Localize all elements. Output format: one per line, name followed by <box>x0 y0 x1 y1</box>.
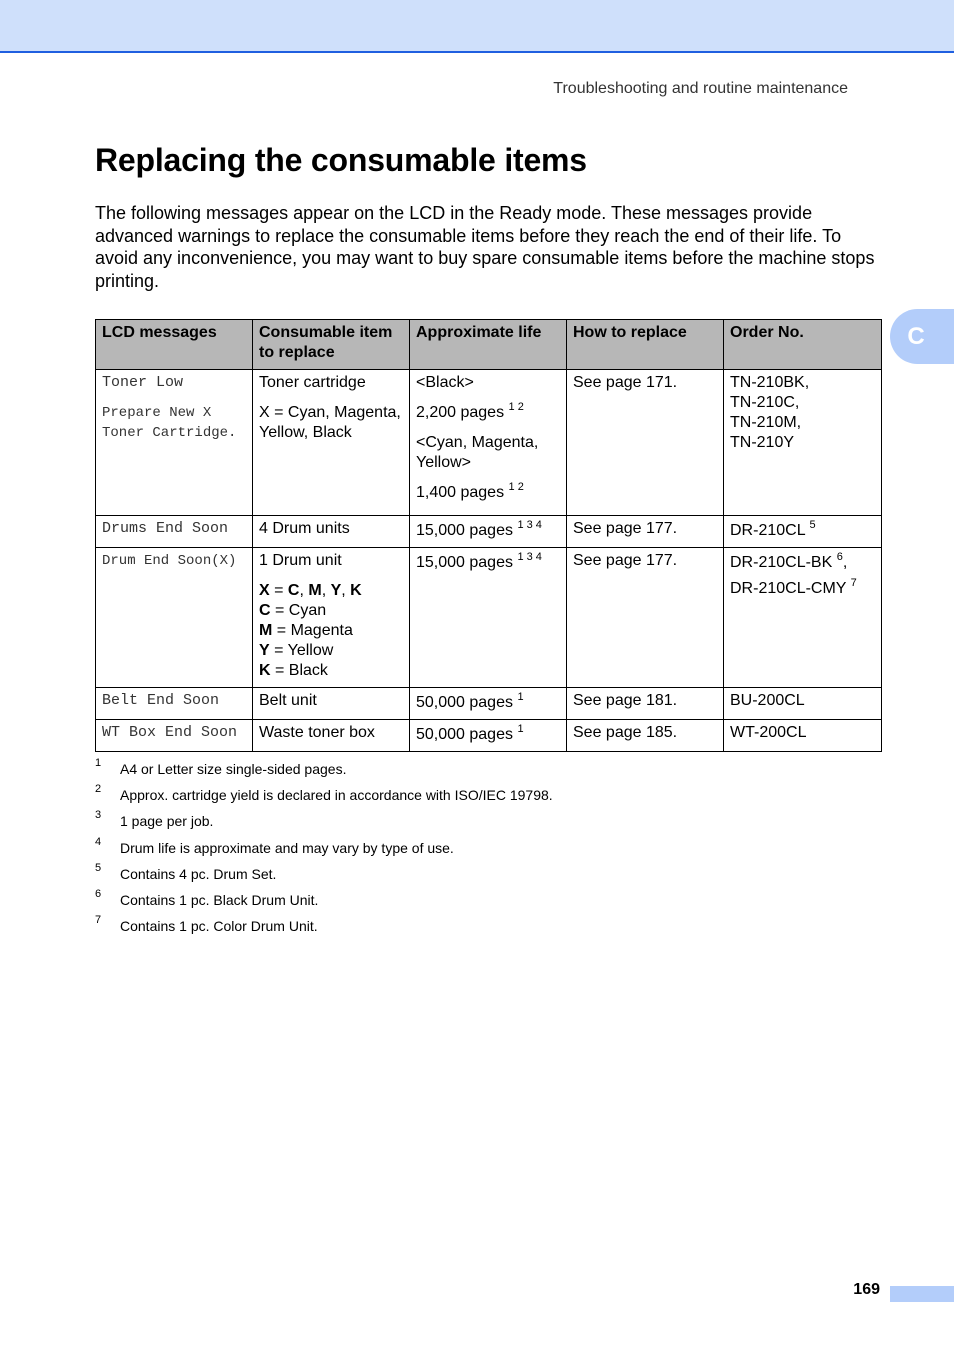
legend-key: K <box>259 662 271 679</box>
life-label: <Black> <box>416 374 474 391</box>
order-no: DR-210CL-BK <box>730 554 833 571</box>
lcd-message: Belt End Soon <box>102 692 220 709</box>
chapter-tab-letter: C <box>907 322 925 350</box>
footnote-text: Contains 1 pc. Black Drum Unit. <box>120 891 319 908</box>
footnote <box>95 887 895 918</box>
lcd-message-cell <box>96 370 253 516</box>
life-value: 15,000 pages <box>416 522 513 539</box>
chapter-tab <box>890 309 954 364</box>
item-note: X = Cyan, Magenta, Yellow, Black <box>259 404 401 441</box>
footnote-ref: 1 3 4 <box>517 551 542 563</box>
how-to-replace-cell: See page 185. <box>567 720 724 752</box>
footnote-number: 4 <box>95 835 102 848</box>
item-cell: Waste toner box <box>253 720 410 752</box>
footnote <box>95 783 895 813</box>
footnote-ref: 1 <box>517 723 524 735</box>
footnote-number: 6 <box>95 887 102 900</box>
legend-key: X <box>259 582 270 599</box>
footnote-ref: 1 2 <box>508 481 524 493</box>
lcd-message: WT Box End Soon <box>102 724 238 741</box>
page-number-band <box>890 1286 954 1302</box>
footnote-ref: 6 <box>836 551 843 563</box>
life-value: 2,200 pages $^{1 2}$ <box>416 401 524 421</box>
footnote-ref: 1 <box>517 691 524 703</box>
item-name: Toner cartridge <box>259 374 366 391</box>
how-to-replace-cell: See page 177. <box>567 516 724 548</box>
footnote-text: Drum life is approximate and may vary by type of use. <box>120 839 454 856</box>
footnote <box>95 835 895 866</box>
lcd-message: Drum End Soon(X) <box>102 553 237 569</box>
life-value: 15,000 pages <box>416 554 513 571</box>
footnote <box>95 757 895 787</box>
footnote-text: 1 page per job. <box>120 813 214 830</box>
column-header-order: Order No. <box>724 320 882 370</box>
footnote <box>95 914 895 944</box>
column-header-item: Consumable item to replace <box>253 320 410 370</box>
footnote-number: 2 <box>95 783 102 796</box>
legend-line <box>259 621 403 641</box>
footnote <box>95 861 895 892</box>
table-header-row <box>96 320 882 370</box>
life-label: <Cyan, Magenta, Yellow> <box>416 434 539 471</box>
lcd-message: Toner Low <box>102 374 184 391</box>
running-head: Troubleshooting and routine maintenance <box>553 80 848 97</box>
legend-value: = Yellow <box>274 642 334 659</box>
legend-line <box>259 661 403 681</box>
footnote-text: Contains 1 pc. Color Drum Unit. <box>120 918 318 935</box>
page-number: 169 <box>853 1281 880 1298</box>
order-no: TN-210C, <box>730 394 800 411</box>
life-cell <box>410 370 567 516</box>
header-band <box>0 0 954 53</box>
order-no-cell <box>724 370 882 516</box>
footnote-text: A4 or Letter size single-sided pages. <box>120 761 347 777</box>
footnote-ref: 7 <box>850 577 857 589</box>
lcd-message-cell <box>96 688 253 720</box>
item-cell <box>253 548 410 688</box>
how-to-replace-cell: See page 171. <box>567 370 724 516</box>
order-no: TN-210BK, <box>730 374 810 391</box>
legend-key: Y <box>259 642 270 659</box>
legend-value: = C, M, Y, K <box>274 582 362 599</box>
lcd-message-cell <box>96 516 253 548</box>
how-to-replace-cell: See page 181. <box>567 688 724 720</box>
footnote-ref: 1 2 <box>508 401 524 413</box>
table-row <box>96 516 882 548</box>
order-no-cell: DR-210CL-BK $^6$, DR-210CL-CMY $^7$ <box>724 548 882 688</box>
footnote-text: Contains 4 pc. Drum Set. <box>120 865 277 882</box>
column-header-lcd: LCD messages <box>96 320 253 370</box>
lcd-message-cell <box>96 720 253 752</box>
lcd-message: Drums End Soon <box>102 520 229 537</box>
life-cell <box>410 516 567 548</box>
footnote-number: 5 <box>95 861 102 874</box>
column-header-how: How to replace <box>567 320 724 370</box>
table-row <box>96 720 882 752</box>
how-to-replace-cell: See page 177. <box>567 548 724 688</box>
table-row <box>96 548 882 688</box>
page-title: Replacing the consumable items <box>95 142 587 178</box>
footnote-number: 7 <box>95 914 102 927</box>
legend-line <box>259 641 403 661</box>
footnote-ref: 5 <box>809 519 816 531</box>
footnote-text: Approx. cartridge yield is declared in accordance with ISO/IEC 19798. <box>120 787 553 804</box>
item-name: 1 Drum unit <box>259 552 342 569</box>
footnote-ref: 1 3 4 <box>517 519 542 531</box>
intro-paragraph: The following messages appear on the LCD in the Ready mode. These messages provide advanced warnings to replace the consumable items before they reach the end of their life. To avoid any inconvenience, you may want to buy spare consumable items before the machine stops printing. <box>95 203 875 291</box>
life-cell <box>410 688 567 720</box>
order-no: DR-210CL <box>730 522 805 539</box>
legend-key: M <box>259 622 273 639</box>
column-header-life: Approximate life <box>410 320 567 370</box>
order-no: TN-210M, <box>730 414 802 431</box>
color-legend <box>259 581 403 681</box>
order-no: BU-200CL <box>730 692 805 709</box>
life-value: 50,000 pages <box>416 726 513 743</box>
footnote-number: 3 <box>95 809 102 822</box>
legend-value: = Cyan <box>275 602 327 619</box>
legend-key: C <box>259 602 271 619</box>
order-no-cell <box>724 720 882 752</box>
item-cell: Belt unit <box>253 688 410 720</box>
order-no: WT-200CL <box>730 724 807 741</box>
item-cell <box>253 370 410 516</box>
legend-line <box>259 601 403 621</box>
legend-value: = Magenta <box>276 622 353 639</box>
item-cell: 4 Drum units <box>253 516 410 548</box>
life-value: 50,000 pages <box>416 694 513 711</box>
lcd-message: Prepare New X Toner Cartridge. <box>102 405 237 441</box>
table-row <box>96 688 882 720</box>
life-value: 1,400 pages $^{1 2}$ <box>416 481 524 501</box>
order-no: TN-210Y <box>730 434 795 451</box>
lcd-message-cell <box>96 548 253 688</box>
table-row <box>96 370 882 516</box>
footnote-number: 1 <box>95 757 102 769</box>
order-no-cell <box>724 688 882 720</box>
footnote <box>95 809 895 839</box>
order-no-cell <box>724 516 882 548</box>
legend-value: = Black <box>275 662 328 679</box>
order-no: DR-210CL-CMY <box>730 580 847 597</box>
life-cell <box>410 720 567 752</box>
consumables-table <box>95 319 882 752</box>
legend-line <box>259 581 403 601</box>
life-cell <box>410 548 567 688</box>
footnotes <box>95 757 895 944</box>
